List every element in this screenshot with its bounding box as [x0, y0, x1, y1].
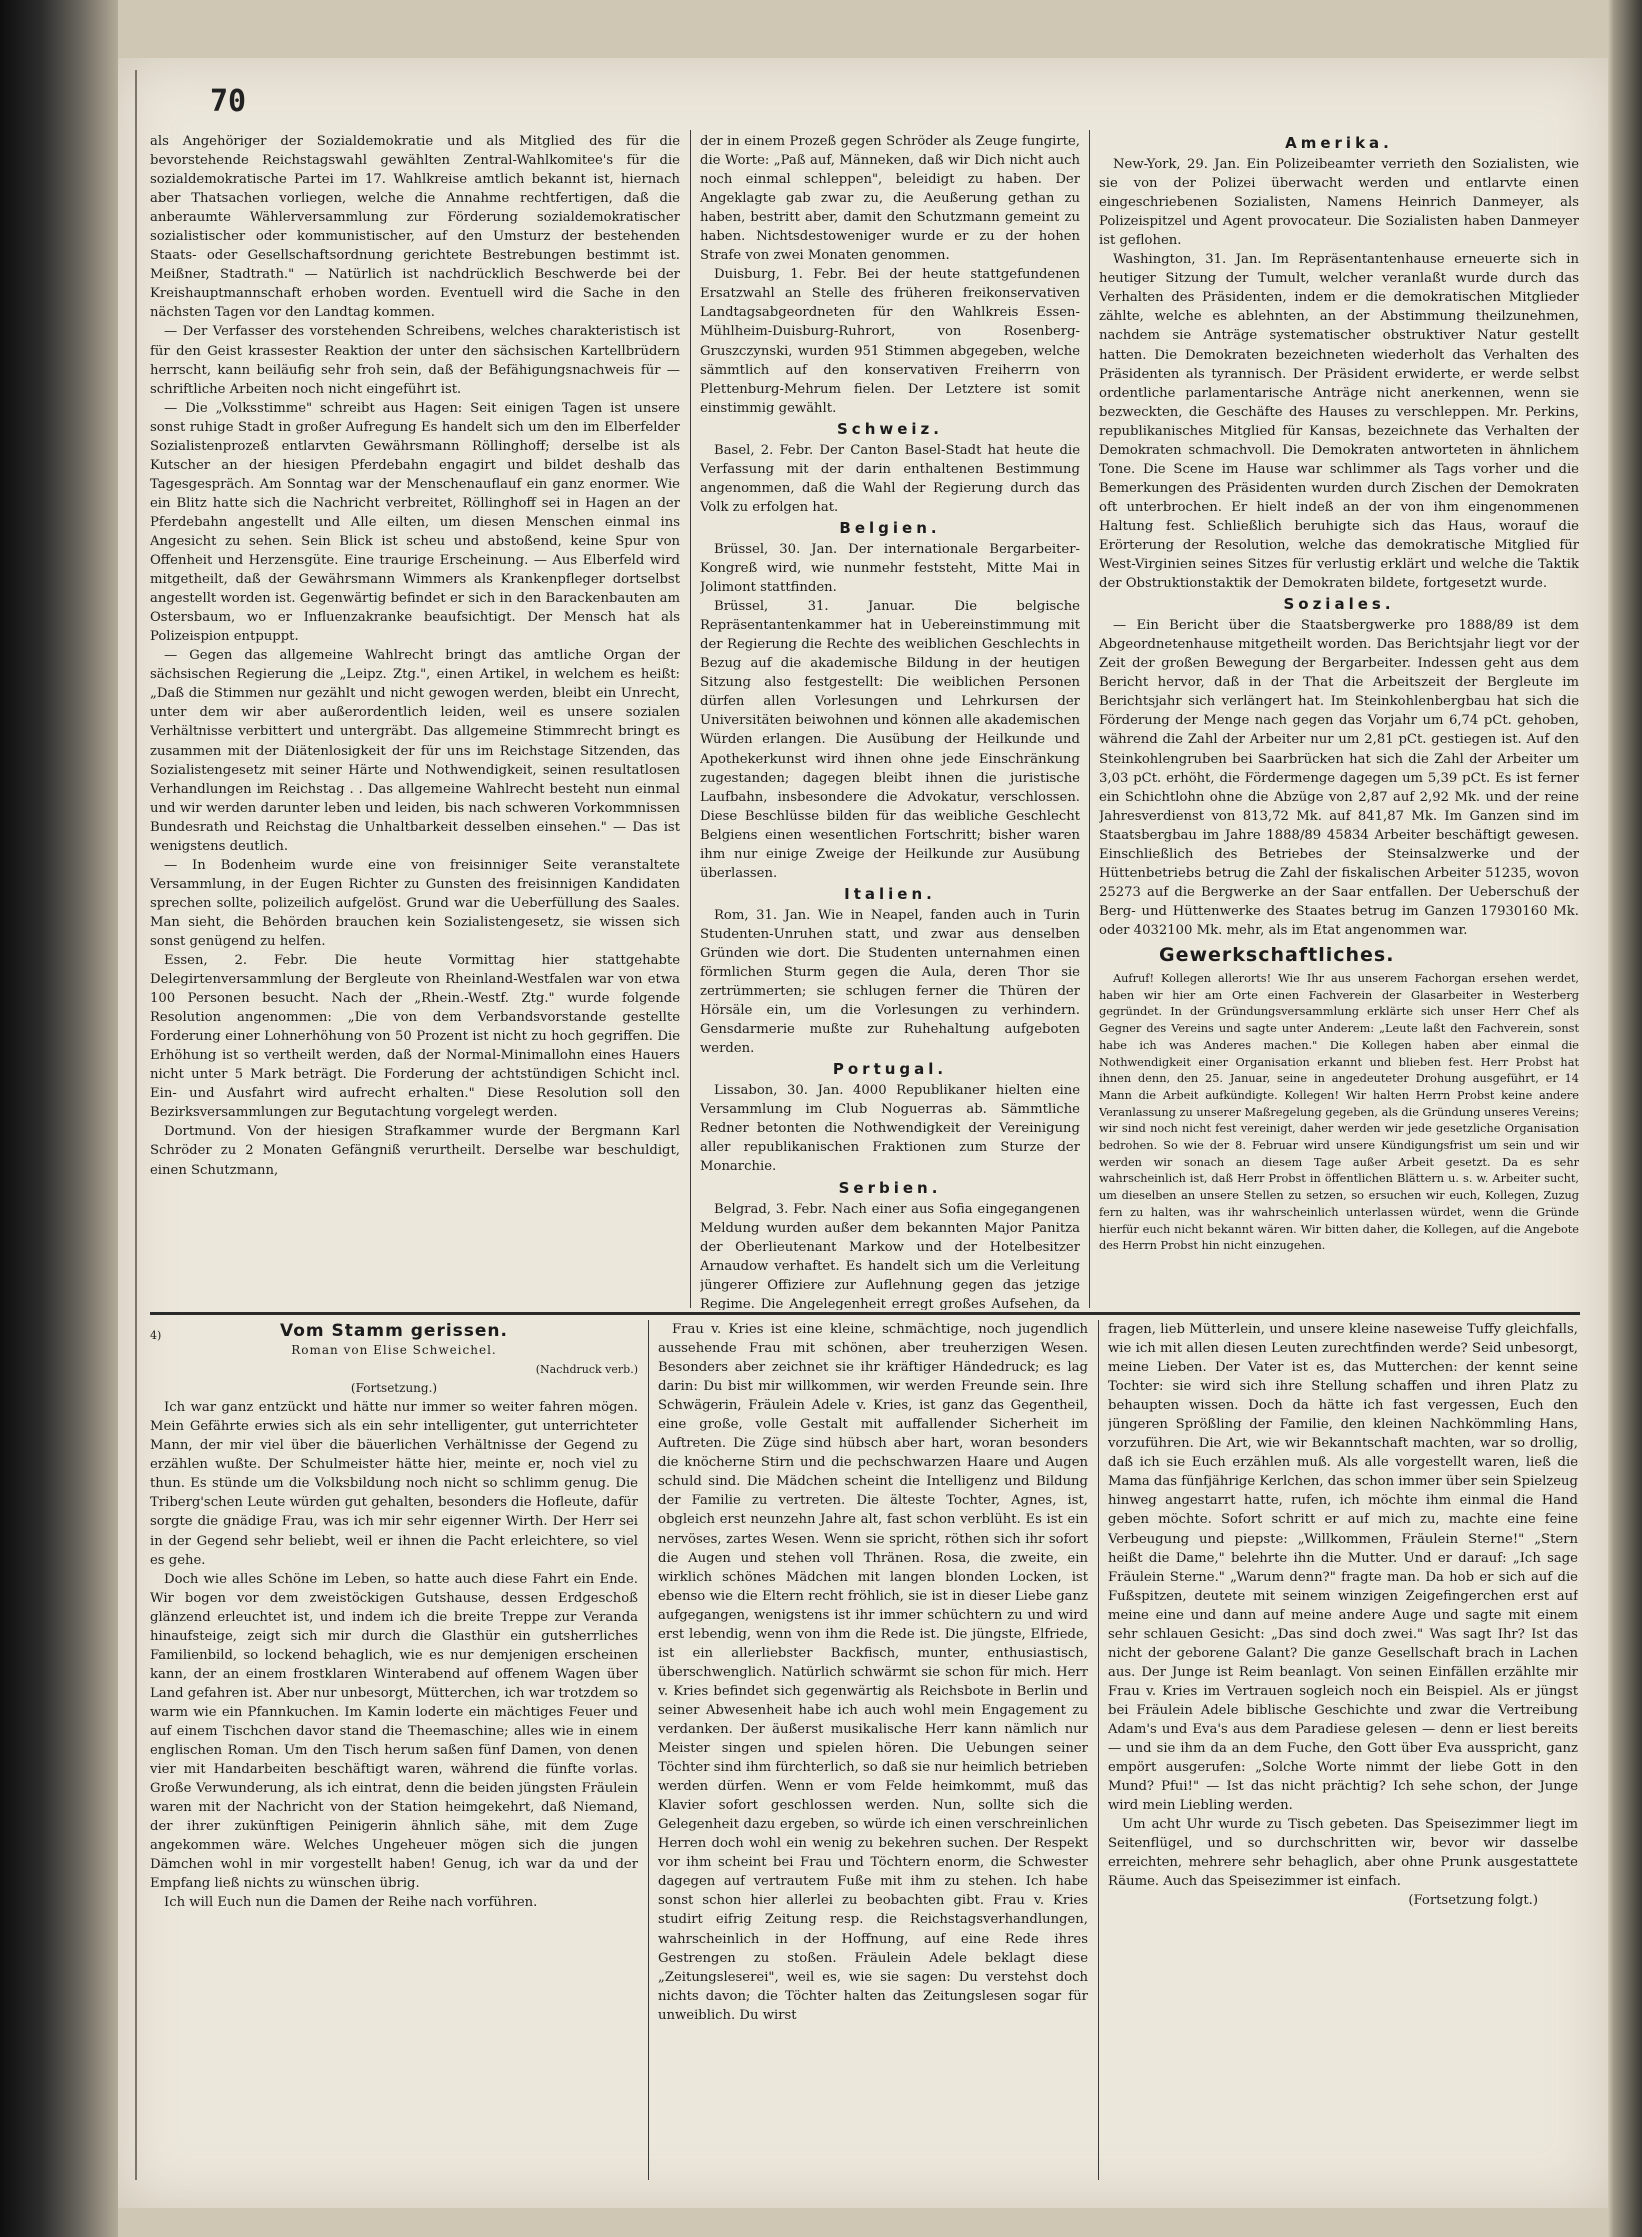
paragraph: — Ein Bericht über die Staatsbergwerke pro 1888/89 ist dem Abgeordnetenhause mitgetheilt worden. Das Berichtsjahr liegt vor der Zeit der großen Bewegung der Bergarbeiter. Indessen geht aus dem Bericht hervor, daß in der That die Arbeitszeit der Bergleute im Berichtsjahr sich verlängert hat. Im Steinkohlenbergbau hat sich die Förderung der Menge nach gegen das Vorjahr um 6,74 pCt. gehoben, während die Zahl der Arbeiter nur um 2,81 pCt. gestiegen ist. Auf den Steinkohlengruben bei Saarbrücken hat sich die Zahl der Arbeiter um 3,03 pCt. erhöht, die Fördermenge dagegen um 5,39 pCt. Es ist ferner ein Schichtlohn ohne die Abzüge von 2,87 auf 2,92 Mk. und der reine Jahresverdienst von 813,72 Mk. auf 841,87 Mk. Im Ganzen sind im Staatsbergbau im Jahre 1888/89 45834 Arbeiter beschäftigt gewesen. Einschließlich des Betriebes der Steinsalzwerke und der Hüttenbetriebs betrug die Zahl der fiskalischen Arbeiter 51235, wovon 25273 auf die Bergwerke an der Saar entfallen. Der Ueberschuß der Berg- und Hüttenwerke des Staates betrug im Ganzen 17930160 Mk. oder 4032100 Mk. mehr, als im Etat angenommen war. — [1099, 618, 1579, 938]
paragraph: Ich war ganz entzückt und hätte nur immer so weiter fahren mögen. Mein Gefährte erwies sich als ein sehr intelligenter, gut unterrichteter Mann, der mir viel über die bäuerlichen Verhältnisse der Gegend zu erzählen wußte. Der Schulmeister hätte hier, meinte er, noch viel zu thun. Es stünde um die Volksbildung noch nicht so schlimm genug. Die Triberg'schen Leute würden gut gehalten, besonders die Hofleute, dafür sorgte die gnädige Frau, was ich mir sehr eigenner Wirth. Der Herr sei in der Gegend sehr beliebt, weil er ihnen die Pacht erleichtere, so viel es gehe. — [150, 1400, 638, 1568]
section-heading-amerika: Amerika. — [1285, 134, 1393, 152]
paragraph: New-York, 29. Jan. Ein Polizeibeamter verrieth den Sozialisten, wie sie von der Polizei überwacht werden und entlarvte einen eingeschriebenen Sozialisten, Namens Heinrich Danmeyer, als Polizeispitzel und Agent provocateur. Die Sozialisten haben Danmeyer ist geflohen. — [1099, 157, 1579, 249]
paragraph: Washington, 31. Jan. Im Repräsentantenhause erneuerte sich in heutiger Sitzung der Tumult, welcher veranlaßt wurde durch das Verhalten des Präsidenten, indem er die demokratischen Mitglieder zählte, welche es ablehnten, an der Abstimmung theilzunehmen, nachdem sie Anträge systematischer obstruktiver Natur gestellt hatten. Die Demokraten bezeichneten wiederholt das Verhalten des Präsidenten als tyrannisch. Der Präsident erwiderte, er werde selbst ordentliche parlamentarische Anträge nicht anerkennen, wenn sie bezweckten, die Geschäfte des Hauses zu verschleppen. Mr. Perkins, republikanisches Mitglied für Kansas, bezeichnete das Verhalten der Demokraten schmachvoll. Die Demokraten antworteten in ähnlichem Tone. Die Scene im Hause war schlimmer als Tags vorher und die Bemerkungen des Präsidenten wurden durch Zischen der Demokraten oft unterbrochen. Er hielt indeß an der von ihm eingenommenen Haltung fest. Schließlich beruhigte sich das Haus, worauf die Erörterung der Resolution, welche das demokratische Mitglied für West-Virginien seines Sitzes für verlustig erklärt und welche die Taktik der Obstruktionstaktik der Demokraten bildete, fortgesetzt wurde. — [1099, 252, 1579, 592]
reprint-note: (Nachdruck verb.) — [535, 1363, 638, 1377]
paragraph: Ich will Euch nun die Damen der Reihe nach vorführen. — [164, 1895, 538, 1911]
paragraph: Frau v. Kries ist eine kleine, schmächtige, noch jugendlich aussehende Frau mit schönen, aber treuherzigen Wesen. Besonders aber zeichnet sie ihr kräftiger Händedruck; es lag darin: Du bist mir willkommen, wir werden Freunde sein. Ihre Schwägerin, Fräulein Adele v. Kries, ist ganz das Gegentheil, eine große, volle Gestalt mit auffallender Sicherheit im Auftreten. Die Züge sind hübsch aber hart, woran besonders die knöcherne Stirn und die pechschwarzen Haare und Augen schuld sind. Die Mädchen scheint die Intelligenz und Bildung der Familie zu vertreten. Die älteste Tochter, Agnes, ist, obgleich erst neunzehn Jahre alt, fast schon verblüht. Es ist ein nervöses, zartes Wesen. Wenn sie spricht, röthen sich ihr sofort die Augen und stehen voll Thränen. Rosa, die zweite, ein wirklich schönes Mädchen mit langen blonden Locken, ist ebenso wie die Eltern recht fröhlich, sie ist in dieser Liebe ganz aufgegangen, wenigstens ist ihr immer schüchtern zu und wird erst lebendig, wenn von ihm die Rede ist. Die jüngste, Elfriede, ist ein allerliebster Backfisch, munter, enthusiastisch, überschwenglich. Natürlich schwärmt sie schon für mich. Herr v. Kries befindet sich gegenwärtig als Reichsbote in Berlin und seiner Abwesenheit habe ich auch wohl mein Engagement zu verdanken. Der äußerst musikalische Herr kann nämlich nur Meister singen und spielen hören. Die Uebungen seiner Töchter sind ihm fürchterlich, so daß sie nur heimlich betrieben werden dürfen. Wenn er vom Felde heimkommt, muß das Klavier sofort geschlossen werden. Nun, sollte sich die Gelegenheit dazu ergeben, so würde ich einen verschreinlichen Herren doch wohl ein wenig zu bekehren suchen. Der Respekt vor ihm scheint bei Frau und Töchtern enorm, die Schwester dagegen auf vertrautem Fuße mit ihm zu stehen. Ich habe sonst schon hier allerlei zu beobachten gibt. Frau v. Kries studirt eifrig Zeitung resp. die Reichstagsverhandlungen, wahrscheinlich in der Hoffnung, auf eine Rede ihres Gestrengen zu stoßen. Fräulein Adele beklagt diese „Zeitungsleserei", weil es, wie sie sagen: Du verstehst doch nichts davon; die Töchter halten das Zeitungslesen sogar für unweiblich. Du wirst — [658, 1322, 1088, 2023]
section-heading-gewerkschaftliches: Gewerkschaftliches. — [1159, 943, 1395, 966]
column-rule — [1098, 1320, 1099, 2180]
column-rule — [648, 1320, 649, 2180]
paragraph: Duisburg, 1. Febr. Bei der heute stattgefundenen Ersatzwahl an Stelle des früheren freikonservativen Landtagsabgeordneten für den Wahlkreis Essen-Mühlheim-Duisburg-Ruhrort, von Rosenberg-Gruszczynski, wurden 951 Stimmen abgegeben, welche sämmtlich auf den konservativen Freiherrn von Plettenburg-Mehrum fielen. Der Letztere ist somit einstimmig gewählt. — [700, 267, 1080, 416]
paragraph: Doch wie alles Schöne im Leben, so hatte auch diese Fahrt ein Ende. Wir bogen vor dem zweistöckigen Gutshause, dessen Erdgeschoß glänzend erleuchtet ist, und indem ich die breite Treppe zur Veranda hinaufsteige, zeigt sich mir durch die Glasthür ein gutsherrliches Familienbild, so lockend behaglich, wie es nur demjenigen erscheinen kann, der an einem frostklaren Winterabend auf offenem Wagen über Land gefahren ist. Aber nur unbesorgt, Mütterchen, ich war trotzdem so warm wie ein Pfannkuchen. Im Kamin loderte ein mächtiges Feuer und auf einem Tischchen davor stand die Theemaschine; alles wie in einem englischen Roman. Um den Tisch herum saßen fünf Damen, von denen vier mit Handarbeiten beschäftigt waren, während die fünfte vorlas. Große Verwunderung, als ich eintrat, denn die beiden jüngsten Fräulein waren mit der Nachricht von der Station heimgekehrt, daß Niemand, der ihrer zukünftigen Peinigerin ähnlich sähe, mit dem Zuge angekommen wäre. Welches Ungeheuer mögen sich die jungen Dämchen wohl in mir vorgestellt haben! Genug, ich war da und der Empfang ließ nichts zu wünschen übrig. — [150, 1571, 638, 1892]
novel-column-3 — [1108, 1320, 1578, 2180]
section-heading-belgien: Belgien. — [839, 518, 941, 537]
installment-number: 4) — [150, 1329, 162, 1342]
paragraph: Lissabon, 30. Jan. 4000 Republikaner hielten eine Versammlung im Club Noguerras ab. Sämmtliche Redner betonten die Nothwendigkeit der Vereinigung aller republikanischen Fraktionen zum Sturze der Monarchie. — [700, 1083, 1080, 1175]
paragraph: Rom, 31. Jan. Wie in Neapel, fanden auch in Turin Studenten-Unruhen statt, und zwar aus denselben Gründen wie dort. Die Studenten unternahmen einen förmlichen Sturm gegen die Aula, deren Thor sie zertrümmerten; sie schlugen ferner die Thüren der Hörsäle ein, um die Vorlesungen zu verhindern. Gensdarmerie mußte zur Ruhehaltung aufgeboten werden. — [700, 907, 1080, 1057]
paragraph: Um acht Uhr wurde zu Tisch gebeten. Das Speisezimmer liegt im Seitenflügel, und so durchschritten wir, bevor wir dasselbe erreichten, mehrere sehr behaglich, aber ohne Prunk ausgestattete Räume. Auch das Speisezimmer ist einfach. — [1108, 1817, 1578, 1890]
newspaper-page — [118, 58, 1608, 2208]
section-heading-italien: Italien. — [844, 884, 936, 903]
paragraph: fragen, lieb Mütterlein, und unsere kleine naseweise Tuffy gleichfalls, wie ich mit allen diesen Leuten zurechtfinden werde? Seid unbesorgt, meine Lieben. Der Vater ist es, das Mutterchen: der kennt seine Tochter: sie wird sich ihre Stellung schaffen und ihren Platz zu behaupten wissen. Doch da hätte ich fast vergessen, Euch den jüngeren Sprößling der Familie, den kleinen Nachkömmling Hans, vorzuführen. Die Art, wie wir Bekanntschaft machten, war so drollig, daß ich sie Euch erzählen muß. Als alle vorgestellt waren, ließ die Mama das fünfjährige Kerlchen, das schon immer über sein Spielzeug hinweg angestarrt hatte, rufen, ich möchte ihm einmal die Hand geben möchte. Sofort schritt er auf mich zu, machte eine feine Verbeugung und piepste: „Willkommen, Fräulein Sterne!" „Stern heißt die Dame," belehrte ihn die Mutter. Und er darauf: „Ich sage Fräulein Sterne." „Warum denn?" fragte man. Da hob er sich auf die Fußspitzen, deutete mit seinem winzigen Zeigefingerchen erst auf meine eine und dann auf meine andere Auge und sagte mit einem sehr schlauen Gesicht: „Das sind doch zwei." Was sagt Ihr? Ist das nicht der geborene Galant? Die ganze Gesellschaft brach in Lachen aus. Der Junge ist Reim beanlagt. Von seinen Einfällen erzählte mir Frau v. Kries im Vertrauen sogleich noch ein Beispiel. Als er jüngst bei Fräulein Adele biblische Geschichte und zwar die Vertreibung Adam's und Eva's aus dem Paradiese gelesen — denn er liest bereits — und sie ihm da an dem Fuche, den Gott über Eva ausspricht, ganz empört ausgerufen: „Solche Worte nimmt der liebe Gott in den Mund? Pfui!" — Ist das nicht prächtig? Ich sehe schon, der Junge wird mein Liebling werden. — [1108, 1322, 1578, 1814]
paragraph: als Angehöriger der Sozialdemokratie und als Mitglied des für die bevorstehende Reichstagswahl gewählten Zentral-Wahlkomitee's für die sozialdemokratische Partei im 17. Wahlkreise amtlich bekannt ist, hiernach aber Thatsachen vorliegen, welche die Annahme rechtfertigen, daß die anberaumte Wählerversammlung zur Förderung sozialdemokratischer sozialistischer oder kommunistischer, auf den Umsturz der bestehenden Staats- oder Gesellschaftsordnung gerichtete Bestrebungen bestimmt ist. Meißner, Stadtrath." — Natürlich ist nachdrücklich Beschwerde bei der Kreishauptmannschaft erhoben worden. Eventuell wird die Sache in den nächsten Tagen vor den Landtag kommen. — [150, 134, 680, 321]
novel-author: Roman von Elise Schweichel. — [291, 1343, 497, 1358]
scan-right-edge — [1608, 0, 1642, 2237]
paragraph: der in einem Prozeß gegen Schröder als Zeuge fungirte, die Worte: „Paß auf, Männeken, daß wir Dich nicht auch noch einmal schleppen", beleidigt zu haben. Der Angeklagte gab zwar zu, die Aeußerung gethan zu haben, bestritt aber, damit den Schutzmann gemeint zu haben. Nichtsdestoweniger wurde er zu der hohen Strafe von zwei Monaten genommen. — [700, 134, 1080, 264]
paragraph: Brüssel, 30. Jan. Der internationale Bergarbeiter-Kongreß wird, wie nunmehr feststeht, Mitte Mai in Jolimont stattfinden. — [700, 541, 1080, 596]
paragraph: Belgrad, 3. Febr. Nach einer aus Sofia eingegangenen Meldung wurden außer dem bekannten Major Panitza der Oberlieutenant Markow und der Hotelbesitzer Arnaudow verhaftet. Es handelt sich um die Verleitung jüngerer Offiziere zur Auflehnung gegen das jetzige Regime. Die Angelegenheit erregt großes Aufsehen, da — [700, 1201, 1080, 1310]
article-column-2 — [700, 132, 1080, 1310]
section-heading-portugal: Portugal. — [832, 1060, 948, 1079]
article-column-3 — [1099, 132, 1579, 1310]
paragraph: Dortmund. Von der hiesigen Strafkammer wurde der Bergmann Karl Schröder zu 2 Monaten Gefängniß verurtheilt. Derselbe war beschuldigt, einen Schutzmann, — [150, 1124, 680, 1178]
paragraph: — Die „Volksstimme" schreibt aus Hagen: Seit einigen Tagen ist unsere sonst ruhige Stadt in großer Aufregung Es handelt sich um den im Elberfelder Sozialistenprozeß entlarvten Gewährsmann Röllinghoff; derselbe ist als Kutscher an der hiesigen Pferdebahn engagirt und bildet deshalb das Tagesgespräch. Am Sonntag war der Menschenauflauf ein ganz enormer. Wie ein Blitz hatte sich die Nachricht verbreitet, Röllinghoff sei in Hagen an der Pferdebahn angestellt und Alle eilten, um diesen Menschen einmal ins Angesicht zu sehen. Sein Blick ist scheu und abstoßend, keine Spur von Offenheit und Herzensgüte. Eine traurige Erscheinung. — Aus Elberfeld wird mitgetheilt, daß der Gewährsmann Wimmers als Krankenpfleger dortselbst angestellt worden ist. Gegenwärtig befindet er sich in den Barackenbauten am Ostersbaum, wo er Influenzakranke beaufsichtigt. Der Mensch hat als Polizeispion entpuppt. — [150, 400, 680, 645]
novel-column-1 — [150, 1320, 638, 2180]
section-heading-schweiz: Schweiz. — [837, 419, 943, 438]
paragraph: Brüssel, 31. Januar. Die belgische Repräsentantenkammer hat in Uebereinstimmung mit der Regierung die Rechte des weiblichen Geschlechts in Bezug auf die akademische Bildung in der heutigen Sitzung also festgestellt: Die weiblichen Personen dürfen allen Vorlesungen und Lehrkursen der Universitäten beiwohnen und können alle akademischen Würden erlangen. Die Ausübung der Heilkunde und Apothekerkunst wird ihnen ohne jede Einschränkung zugestanden; dagegen bleibt ihnen die juristische Laufbahn, insbesondere die Advokatur, verschlossen. Diese Beschlüsse bilden für das weibliche Geschlecht Belgiens einen wesentlichen Fortschritt; bisher waren ihm nur einige Zweige der Heilkunde zur Ausübung überlassen. — [700, 599, 1080, 881]
novel-title: Vom Stamm gerissen. — [280, 1321, 508, 1341]
paragraph: — Gegen das allgemeine Wahlrecht bringt das amtliche Organ der sächsischen Regierung die „Leipz. Ztg.", einen Artikel, in welchem es heißt: „Daß die Stimmen nur gezählt und nicht gewogen werden, bleibt ein Unrecht, unter dem wir aber außerordentlich leiden, weil es unsere sozialen Verhältnisse verbittert und untergräbt. Das allgemeine Stimmrecht bringt es zusammen mit der Diätenlosigkeit der für uns im Reichstage Sitzenden, das Sozialistengesetz mit seiner Härte und Nothwendigkeit, seinen resultatlosen Verhandlungen im Reichstag . . Das allgemeine Wahlrecht besteht nun einmal und wir werden darunter leben und leiden, bis nach schweren Vorkommnissen Bundesrath und Reichstag die Unhaltbarkeit desselben einsehen." — Das ist wenigstens deutlich. — [150, 648, 680, 854]
to-be-continued-note: (Fortsetzung folgt.) — [1408, 1893, 1538, 1909]
feuilleton-separator — [150, 1312, 1580, 1315]
scan-left-binding — [0, 0, 118, 2237]
paragraph: Aufruf! Kollegen allerorts! Wie Ihr aus unserem Fachorgan ersehen werdet, haben wir hier am Orte einen Fachverein der Glasarbeiter in Westerberg gegründet. In der Gründungsversammlung erklärte sich unser Herr Chef als Gegner des Vereins und sagte unter Anderem: „Leute laßt den Fachverein, sonst habe ich was Anderes machen." Die Kollegen haben aber einmal die Nothwendigkeit einer Organisation erkannt und blieben fest. Herr Probst hat ihnen denn, den 25. Januar, seine in angedeuteter Drohung ausgeführt, er 14 Mann die Arbeit aufkündigte. Kollegen! Wir halten Herrn Probst keine andere Veranlassung zu unserer Maßregelung gegeben, als die Gründung unseres Vereins; wir sind noch nicht fest vereinigt, daher werden wir jede gesetzliche Organisation bedrohen. So wie der 8. Februar wird unsere Kündigungsfrist um sein und wir werden wir sonach an diesem Tage außer Arbeit gesetzt. Da es sehr wahrscheinlich ist, daß Herr Probst in öffentlichen Blättern u. s. w. Arbeiter sucht, um dieselben an unsere Stellen zu setzen, so ersuchen wir euch, Kollegen, Zuzug fern zu halten, was ihr wahrscheinlich unterlassen würdet, wenn die Gründe hierfür euch nicht bekannt wären. Wir bitten daher, die Kollegen, auf die Angebote des Herrn Probst hin nicht einzugehen. — [1099, 972, 1579, 1253]
article-column-1 — [150, 132, 680, 1310]
paragraph: Essen, 2. Febr. Die heute Vormittag hier stattgehabte Delegirtenversammlung der Bergleute von Rheinland-Westfalen war von etwa 100 Personen besucht. Nach der „Rhein.-Westf. Ztg." wurde folgende Resolution angenommen: „Die von dem Verbandsvorstande gestellte Forderung einer Lohnerhöhung von 50 Prozent ist nicht zu hoch gegriffen. Die Erhöhung ist so vertheilt werden, daß der Normal-Minimallohn eines Hauers nicht unter 5 Mark beträgt. Die Forderung der achtstündigen Schicht incl. Ein- und Ausfahrt wird aufrecht erhalten." Diese Resolution soll den Bezirksversammlungen zur Begutachtung vorgelegt werden. — [150, 953, 680, 1121]
paragraph: — In Bodenheim wurde eine von freisinniger Seite veranstaltete Versammlung, in der Eugen Richter zu Gunsten des freisinnigen Kandidaten sprechen sollte, polizeilich aufgelöst. Grund war die Ueberfüllung des Saales. Man sieht, die Behörden brauchen kein Sozialistengesetz, sie wissen sich sonst genügend zu helfen. — [150, 857, 680, 949]
paragraph: Basel, 2. Febr. Der Canton Basel-Stadt hat heute die Verfassung mit der darin enthaltenen Bestimmung angenommen, daß die Wahl der Regierung durch das Volk zu erfolgen hat. — [700, 442, 1080, 515]
novel-column-2 — [658, 1320, 1088, 2180]
continuation-note: (Fortsetzung.) — [350, 1381, 438, 1396]
binding-shadow-line — [135, 70, 137, 2180]
section-heading-soziales: Soziales. — [1283, 595, 1395, 614]
paragraph: — Der Verfasser des vorstehenden Schreibens, welches charakteristisch ist für den Geist krassester Reaktion der unter den sächsischen Kartellbrüdern herrscht, kann beiläufig sehr froh sein, daß der Befähigungsnachweis für — schriftliche Arbeiten noch nicht eingeführt ist. — [150, 324, 680, 397]
column-rule — [1089, 130, 1090, 1308]
section-heading-serbien: Serbien. — [838, 1178, 942, 1197]
column-rule — [690, 130, 691, 1308]
page-number: 70 — [210, 84, 247, 119]
